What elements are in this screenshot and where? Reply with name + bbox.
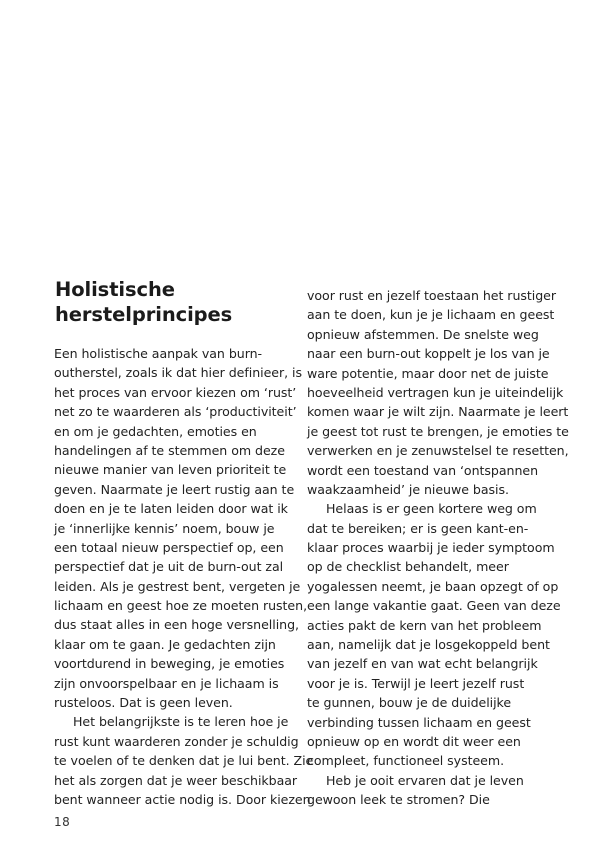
text-line: zijn onvoorspelbaar en je lichaam is xyxy=(54,675,279,691)
text-line: aan, namelijk dat je losgekoppeld bent xyxy=(307,637,550,653)
text-line: handelingen af te stemmen om deze xyxy=(54,442,285,458)
paragraph-start-line: Het belangrijkste is te leren hoe je xyxy=(73,714,289,730)
text-line: leiden. Als je gestrest bent, vergeten je xyxy=(54,578,301,594)
left-text-column xyxy=(54,344,314,809)
text-line: te voelen of te denken dat je lui bent. Zie xyxy=(54,753,314,769)
text-line: verbinding tussen lichaam en geest xyxy=(307,714,531,730)
text-line: Een holistische aanpak van burn- xyxy=(54,346,263,361)
text-line: het proces van ervoor kiezen om ‘rust’ xyxy=(54,384,297,400)
text-line: verwerken en je zenuwstelsel te resetten, xyxy=(307,443,569,459)
text-line: aan te doen, kun je je lichaam en geest xyxy=(307,307,555,323)
text-line: acties pakt de kern van het probleem xyxy=(307,617,542,633)
text-line: net zo te waarderen als ‘productiviteit’ xyxy=(54,404,297,420)
text-line: op de checklist behandelt, meer xyxy=(307,559,509,575)
text-line: een lange vakantie gaat. Geen van deze xyxy=(307,598,561,614)
text-line: klaar proces waarbij je ieder symptoom xyxy=(307,540,555,556)
text-line: te gunnen, bouw je de duidelijke xyxy=(307,695,512,711)
right-text-column xyxy=(307,286,569,810)
text-line: perspectief dat je uit de burn-out zal xyxy=(54,559,284,575)
text-line: gewoon leek te stromen? Die xyxy=(307,792,490,808)
text-line: dus staat alles in een hoge versnelling, xyxy=(54,617,299,633)
text-line: geven. Naarmate je leert rustig aan te xyxy=(54,481,295,497)
text-line: van jezelf en van wat echt belangrijk xyxy=(307,656,538,672)
text-line: wordt een toestand van ‘ontspannen xyxy=(307,462,539,478)
text-line: voor rust en jezelf toestaan het rustiger xyxy=(307,288,556,303)
text-line: opnieuw op en wordt dit weer een xyxy=(307,733,521,749)
heading-line-1: Holistische xyxy=(55,278,175,301)
paragraph-start-line: Heb je ooit ervaren dat je leven xyxy=(326,772,524,788)
text-line: en om je gedachten, emoties en xyxy=(54,423,257,439)
section-heading xyxy=(55,277,295,327)
text-line: rust kunt waarderen zonder je schuldig xyxy=(54,733,299,749)
text-line: rusteloos. Dat is geen leven. xyxy=(54,695,233,711)
text-line: nieuwe manier van leven prioriteit te xyxy=(54,462,287,478)
text-line: yogalessen neemt, je baan opzegt of op xyxy=(307,578,559,594)
text-line: opnieuw afstemmen. De snelste weg xyxy=(307,326,539,342)
text-line: voortdurend in beweging, je emoties xyxy=(54,656,285,672)
text-line: dat te bereiken; er is geen kant-en- xyxy=(307,520,529,536)
text-line: een totaal nieuw perspectief op, een xyxy=(54,539,284,555)
text-line: hoeveelheid vertragen kun je uiteindelijk xyxy=(307,384,564,400)
text-line: compleet, functioneel systeem. xyxy=(307,753,505,769)
text-line: doen en je te laten leiden door wat ik xyxy=(54,501,288,517)
text-line: bent wanneer actie nodig is. Door kiezen xyxy=(54,791,311,807)
text-line: klaar om te gaan. Je gedachten zijn xyxy=(54,636,276,652)
text-line: voor je is. Terwijl je leert jezelf rust xyxy=(307,675,525,691)
text-line: komen waar je wilt zijn. Naarmate je leert xyxy=(307,404,569,420)
text-line: ware potentie, maar door net de juiste xyxy=(307,365,549,381)
text-line: outherstel, zoals ik dat hier definieer, is xyxy=(54,365,302,381)
page-number: 18 xyxy=(54,815,71,829)
text-line: je ‘innerlijke kennis’ noem, bouw je xyxy=(54,520,275,536)
text-line: naar een burn-out koppelt je los van je xyxy=(307,346,550,362)
text-line: je geest tot rust te brengen, je emoties te xyxy=(307,423,569,439)
paragraph-start-line: Helaas is er geen kortere weg om xyxy=(326,501,537,517)
text-line: het als zorgen dat je weer beschikbaar xyxy=(54,772,298,788)
heading-line-2: herstelprincipes xyxy=(55,303,233,326)
text-line: waakzaamheid’ je nieuwe basis. xyxy=(307,481,509,497)
text-line: lichaam en geest hoe ze moeten rusten, xyxy=(54,598,308,614)
